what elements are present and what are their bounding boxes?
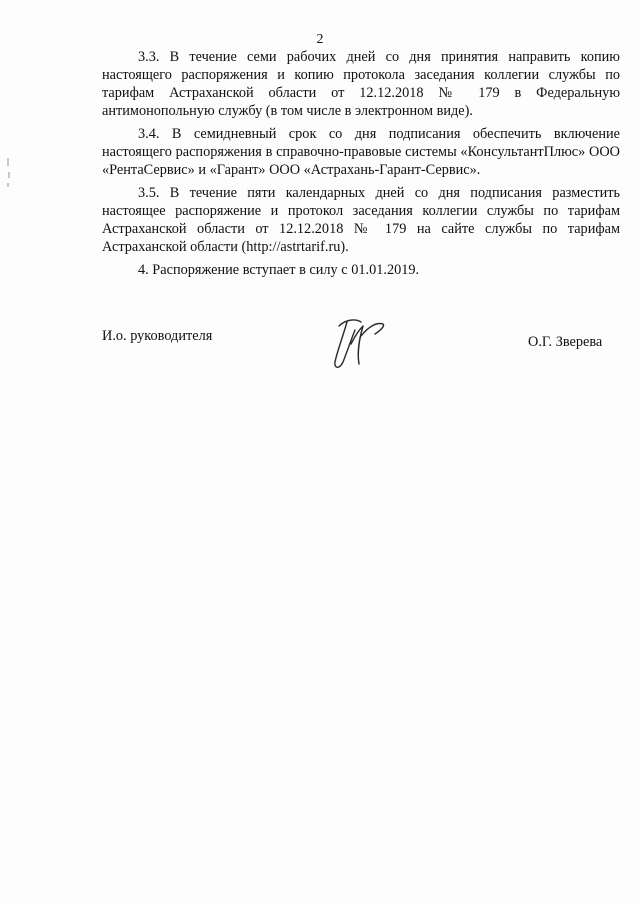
paragraph-3-3: 3.3. В течение семи рабочих дней со дня принятия направить копию настоящего распоряжения и копию протокола заседания коллегии службы по тарифам Астраханской области от 12.12.2018 № 179 в Федеральную антимонопольную службу (в том числе в электронном виде). <box>102 49 620 119</box>
signatory-name: О.Г. Зверева <box>528 334 603 350</box>
page-number: 2 <box>316 32 324 47</box>
handwritten-signature <box>325 300 395 375</box>
paragraph-4: 4. Распоряжение вступает в силу с 01.01.2019. <box>138 262 420 278</box>
scan-artifact-marks <box>6 158 12 188</box>
signatory-role: И.о. руководителя <box>102 328 213 344</box>
paragraph-3-4: 3.4. В семидневный срок со дня подписания обеспечить включение настоящего распоряжения в справочно-правовые системы «КонсультантПлюс» ООО «РентаСервис» и «Гарант» ООО «Астрахань-Гарант-Сервис». <box>102 126 620 178</box>
paragraph-3-5: 3.5. В течение пяти календарных дней со дня подписания разместить настоящее распоряжение и протокол заседания коллегии службы по тарифам Астраханской области от 12.12.2018 № 179 на сайте службы по тарифам Астраханской области (http://astrtarif.ru). <box>102 185 620 255</box>
